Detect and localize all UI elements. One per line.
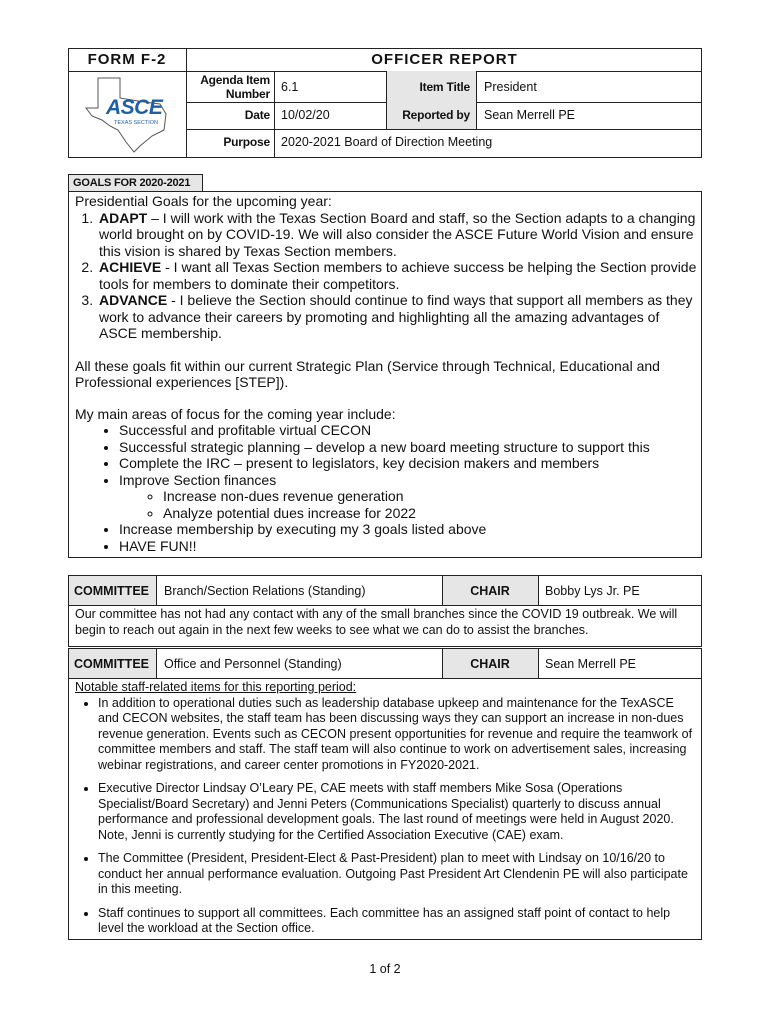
purpose-value: 2020-2021 Board of Direction Meeting [281,135,493,149]
reported-by-label: Reported by [402,108,470,122]
focus-item: • Complete the IRC – present to legislators, key decision makers and members [119,455,697,472]
purpose-label: Purpose [223,135,270,149]
staff-item: • Staff continues to support all committees. Each committee has an assigned staff point of contact to help level the workload at the Section office. [98,906,695,937]
plan-paragraph: All these goals fit within our current Strategic Plan (Service through Technical, Educational and Professional experiences [STEP]). [75,357,660,390]
focus-intro: My main areas of focus for the coming year include: [75,405,396,422]
committee2-chair-label: CHAIR [470,657,510,671]
notable-heading: Notable staff-related items for this reporting period: [75,680,357,694]
goal-text: - I want all Texas Section members to achieve success be helping the Section provide tools for members to dominate their competitors. [99,259,697,292]
focus-item: • HAVE FUN!! [119,538,697,555]
goal-item [97,210,697,260]
goal-term: ADVANCE [99,292,168,308]
committee2-chair-name: Sean Merrell PE [545,657,637,671]
committee2-name: Office and Personnel (Standing) [164,657,342,671]
committee1-body: Our committee has not had any contact with any of the small branches since the COVID 19 outbreak. We will begin to reach out again in the next few weeks to see what we can do to assist the branches. [75,607,678,637]
focus-item: • Successful strategic planning – develop a new board meeting structure to support this [119,439,697,456]
date-label: Date [244,108,270,122]
staff-item: • In addition to operational duties such as leadership database upkeep and maintenance for the TexASCE and CECON websites, the staff team has been discussing ways they can support an increase in non-dues revenue generation. Events such as CECON present opportunities for revenue and require the teamwork of committee members and staff. The staff team will also continue to work on advertisement sales, increasing webinar registrations, and career center promotions in FY2020-2021. [98,696,695,774]
staff-items-list [75,696,695,937]
goal-term: ACHIEVE [99,259,162,275]
staff-item: • The Committee (President, President-Elect & Past-President) plan to meet with Lindsay on 10/16/20 to conduct her annual performance evaluation. Outgoing Past President Art Clendenin PE will also participate in this meeting. [98,851,695,898]
reported-by-value: Sean Merrell PE [484,108,576,122]
committee1-chair-label: CHAIR [470,584,510,598]
focus-item-text: Improve Section finances [119,471,277,488]
logo-text: ASCE [106,96,163,119]
goals-content [75,193,697,554]
focus-sublist [119,488,697,521]
committee1-name: Branch/Section Relations (Standing) [164,584,366,598]
goal-term: ADAPT [99,209,148,226]
agenda-value: 6.1 [281,80,299,94]
goal-text: - I believe the Section should continue to find ways that support all members as they work to advance their careers by promoting and highlighting all the amazing advantages of ASCE membership. [99,292,693,341]
page-number: 1 of 2 [369,962,401,976]
committee1-label: COMMITTEE [74,584,149,598]
asce-logo [80,74,176,154]
date-value: 10/02/20 [281,108,330,122]
logo-subtext: TEXAS SECTION [114,120,159,126]
item-title-label: Item Title [419,80,470,94]
item-title-value: President [484,80,537,94]
goals-section-title: GOALS FOR 2020-2021 [73,177,191,189]
focus-subitem: ◦ Increase non-dues revenue generation [163,488,697,505]
agenda-label: Agenda Item Number [200,73,270,101]
focus-list [75,422,697,554]
goals-list [75,210,697,342]
goal-item [97,259,697,292]
committee2-label: COMMITTEE [74,657,149,671]
staff-item: • Executive Director Lindsay O’Leary PE, CAE meets with staff members Mike Sosa (Operations Specialist/Board Secretary) and Jenni Peters (Communications Specialist) quarterly to discuss annual performance and professional development goals. The last round of meetings were held in August 2020. Note, Jenni is currently studying for the Certified Association Executive (CAE) exam. [98,781,695,843]
goals-intro: Presidential Goals for the upcoming year: [75,193,332,209]
focus-item: • Increase membership by executing my 3 goals listed above [119,521,697,538]
focus-item: • Successful and profitable virtual CECON [119,422,697,439]
goal-item [97,292,697,342]
form-label: FORM F-2 [87,51,167,68]
focus-subitem: ◦ Analyze potential dues increase for 2022 [163,505,697,522]
goal-text: – I will work with the Texas Section Board and staff, so the Section adapts to a changing world brought on by COVID-19. We will also consider the ASCE Future World Vision and ensure this vision is shared by Texas Section members. [99,209,696,259]
focus-item [119,472,697,522]
report-title: OFFICER REPORT [371,51,518,68]
committee2-content [75,680,695,945]
committee1-chair-name: Bobby Lys Jr. PE [545,584,640,598]
